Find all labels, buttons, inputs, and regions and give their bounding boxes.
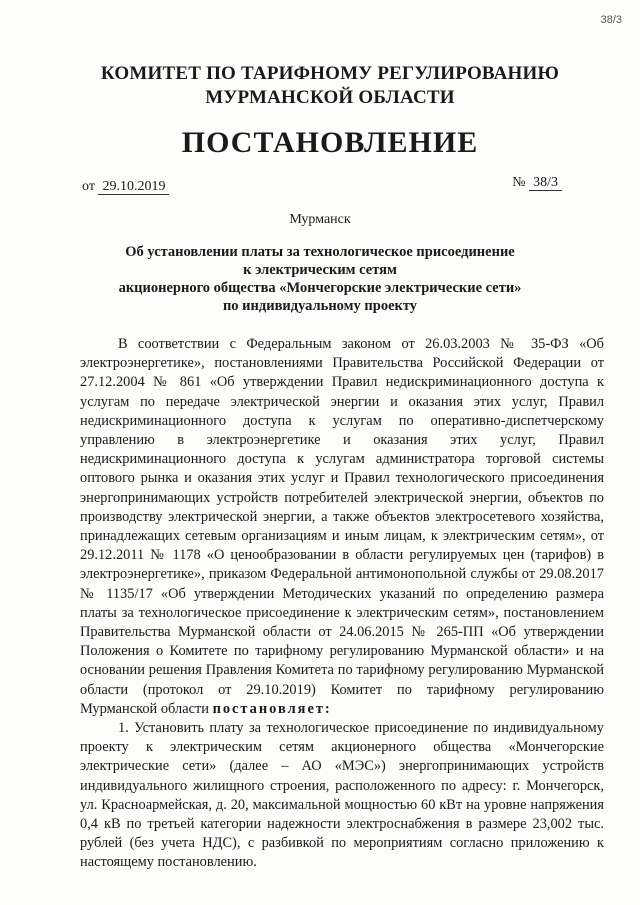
document-body (80, 335, 604, 873)
committee-line-1: КОМИТЕТ ПО ТАРИФНОМУ РЕГУЛИРОВАНИЮ (100, 63, 560, 84)
number-prefix: № (512, 175, 526, 190)
decree-word: постановляет: (212, 700, 332, 717)
document-title: ПОСТАНОВЛЕНИЕ (181, 126, 479, 159)
date-row (82, 179, 169, 195)
preamble-text: В соответствии с Федеральным законом от 26.03.2003 № 35-ФЗ «Об электроэнергетике», постановлениями Правительства Российской Федерации от 27.12.2004 № 861 «Об утверждении Правил недискриминационного доступа к услугам по передаче электрической энергии и оказания этих услуг, Правил недискриминационного доступа к услугам по оперативно-диспетчерскому управлению в электроэнергетике и оказания этих услуг, Правил недискриминационного доступа к услугам администратора торговой системы оптового рынка и оказания этих услуг и Правил технологического присоединения энергопринимающих устройств потребителей электрической энергии, объектов по производству электрической энергии, а также объектов электросетевого хозяйства, принадлежащих сетевым организациям и иным лицам, к электрическим сетям», от 29.12.2011 № 1178 «О ценообразовании в области регулируемых цен (тарифов) в электроэнергетике», приказом Федеральной антимонопольной службы от 29.08.2017 № 1135/17 «Об утверждении Методических указаний по определению размера платы за технологическое присоединение к электрическим сетям», постановлением Правительства Мурманской области от 24.06.2015 № 265-ПП «Об утверждении Положения о Комитете по тарифному регулированию Мурманской области» и на основании решения Правления Комитета по тарифному регулированию Мурманской области (протокол от 29.10.2019) Комитет по тарифному регулированию Мурманской области (80, 336, 604, 717)
subject-line-1: Об установлении платы за технологическое присоединение (125, 244, 515, 260)
subject-line-2: к электрическим сетям (243, 262, 397, 278)
date-prefix: от (82, 179, 95, 194)
corner-stamp: 38/3 (600, 14, 622, 26)
document-date: 29.10.2019 (98, 179, 169, 195)
preamble-paragraph (80, 335, 604, 719)
city: Мурманск (289, 212, 351, 227)
committee-line-2: МУРМАНСКОЙ ОБЛАСТИ (205, 87, 455, 108)
document-subject (80, 243, 560, 315)
committee-name (60, 62, 600, 110)
subject-line-4: по индивидуальному проекту (222, 298, 418, 314)
subject-line-3: акционерного общества «Мончегорские электрические сети» (118, 280, 522, 296)
document-number: 38/3 (529, 175, 562, 191)
number-row (512, 175, 562, 191)
item-1-paragraph: 1. Установить плату за технологическое присоединение по индивидуальному проекту к электрическим сетям акционерного общества «Мончегорские электрические сети» (далее – АО «МЭС») энергопринимающих устройств индивидуального жилищного строения, расположенного по адресу: г. Мончегорск, ул. Красноармейская, д. 20, максимальной мощностью 60 кВт на уровне напряжения 0,4 кВ по третьей категории надежности электроснабжения в размере 23,002 тыс. рублей (без учета НДС), с разбивкой по мероприятиям согласно приложению к настоящему постановлению. (80, 720, 604, 871)
